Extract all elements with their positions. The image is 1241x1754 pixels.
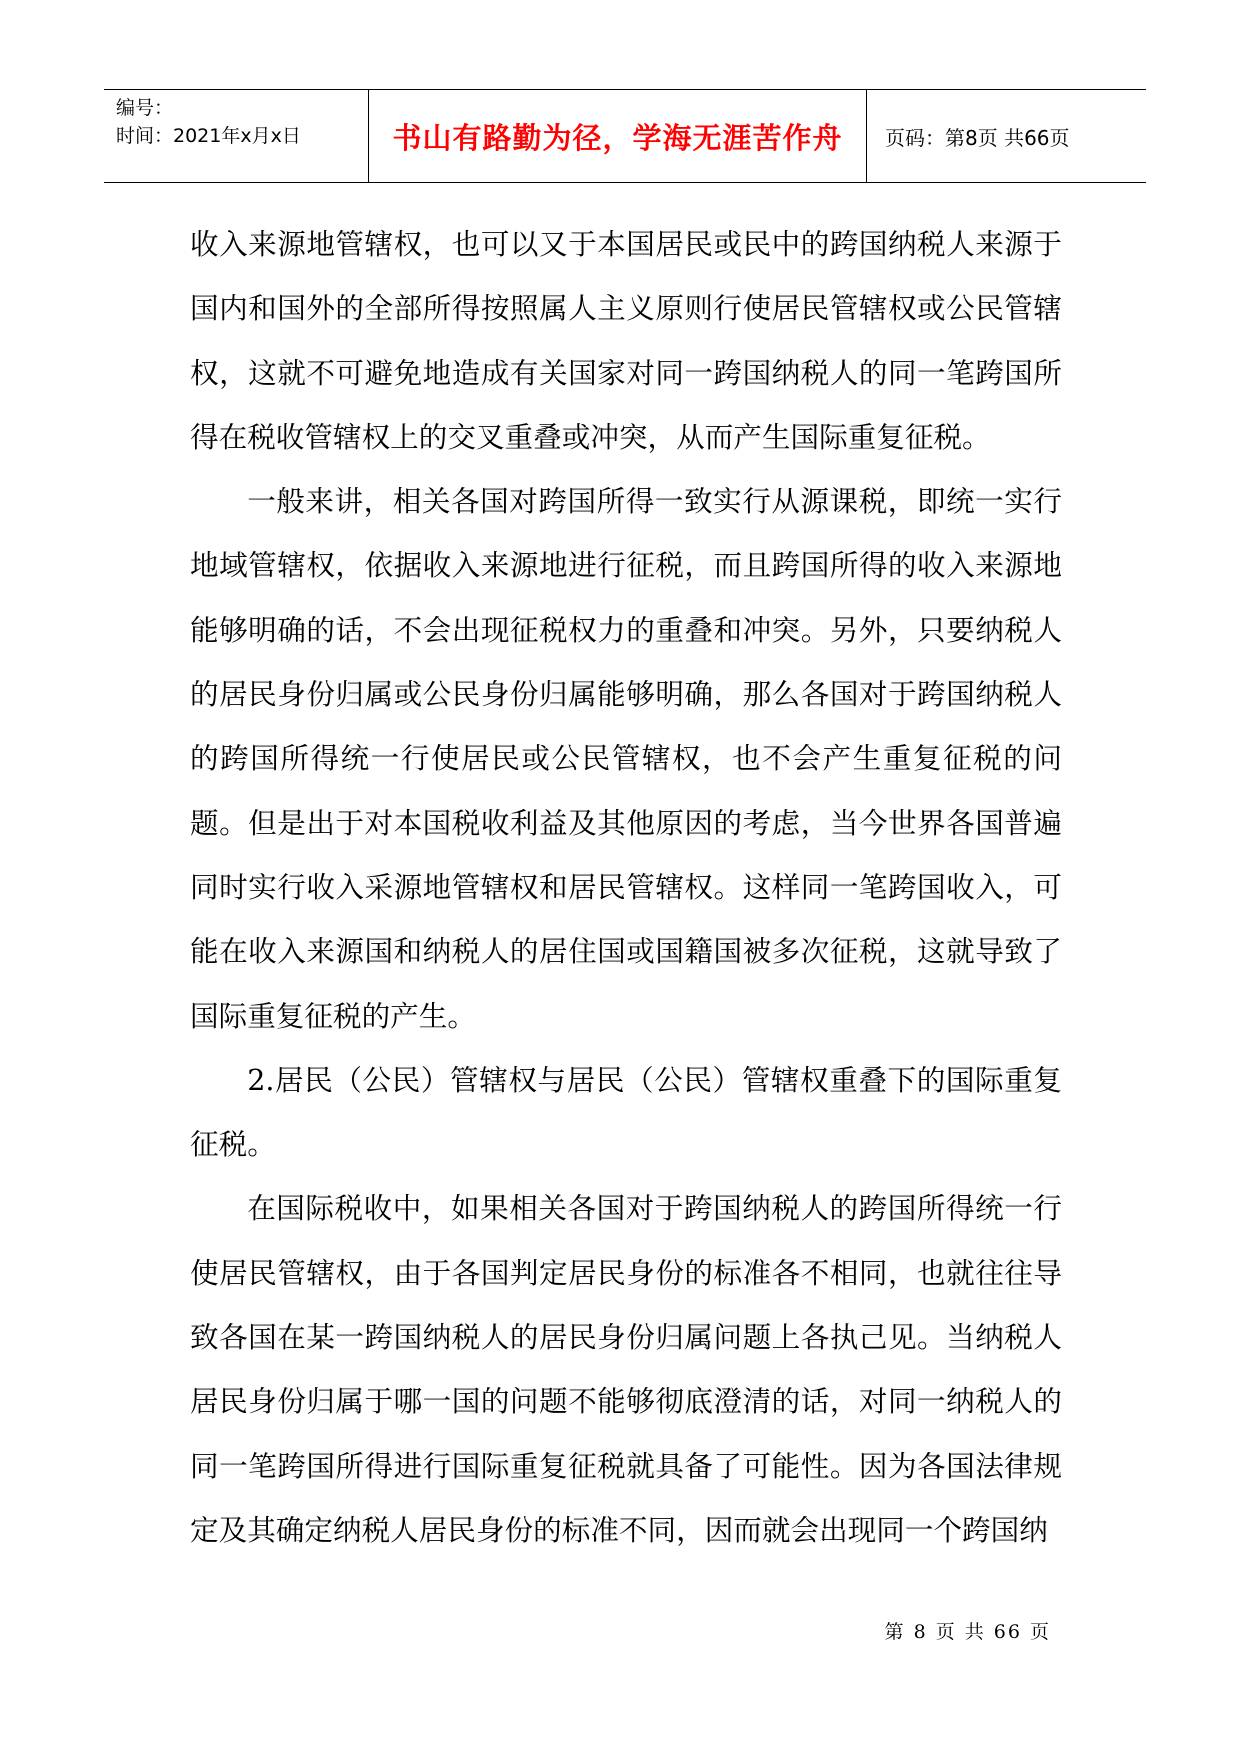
header-page-info: 页码：第8页 共66页 xyxy=(885,125,1070,150)
header-motto-cell xyxy=(369,90,867,182)
document-body xyxy=(190,212,1062,1562)
document-number-label: 编号： xyxy=(116,97,174,119)
document-date: 时间：2021年x月x日 xyxy=(116,125,301,147)
header-page-cell xyxy=(867,90,1146,182)
header-motto: 书山有路勤为径，学海无涯苦作舟 xyxy=(392,120,843,155)
page-header xyxy=(104,89,1146,183)
header-meta xyxy=(104,90,369,182)
body-paragraph: 一般来讲，相关各国对跨国所得一致实行从源课税，即统一实行地域管辖权，依据收入来源地进行征税，而且跨国所得的收入来源地能够明确的话，不会出现征税权力的重叠和冲突。另外，只要纳税人的居民身份归属或公民身份归属能够明确，那么各国对于跨国纳税人的跨国所得统一行使居民或公民管辖权，也不会产生重复征税的问题。但是出于对本国税收利益及其他原因的考虑，当今世界各国普遍同时实行收入采源地管辖权和居民管辖权。这样同一笔跨国收入，可能在收入来源国和纳税人的居住国或国籍国被多次征税，这就导致了国际重复征税的产生。 xyxy=(190,484,1062,1033)
body-paragraph: 收入来源地管辖权，也可以又于本国居民或民中的跨国纳税人来源于国内和国外的全部所得按照属人主义原则行使居民管辖权或公民管辖权，这就不可避免地造成有关国家对同一跨国纳税人的同一笔跨国所得在税收管辖权上的交叉重叠或冲突，从而产生国际重复征税。 xyxy=(190,227,1062,454)
page-footer: 第 8 页 共 66 页 xyxy=(884,1621,1051,1643)
section-heading: 2.居民（公民）管辖权与居民（公民）管辖权重叠下的国际重复征税。 xyxy=(190,1062,1062,1162)
body-paragraph: 在国际税收中，如果相关各国对于跨国纳税人的跨国所得统一行使居民管辖权，由于各国判定居民身份的标准各不相同，也就往往导致各国在某一跨国纳税人的居民身份归属问题上各执己见。当纳税人居民身份归属于哪一国的问题不能够彻底澄清的话，对同一纳税人的同一笔跨国所得进行国际重复征税就具备了可能性。因为各国法律规定及其确定纳税人居民身份的标准不同，因而就会出现同一个跨国纳 xyxy=(190,1191,1062,1547)
